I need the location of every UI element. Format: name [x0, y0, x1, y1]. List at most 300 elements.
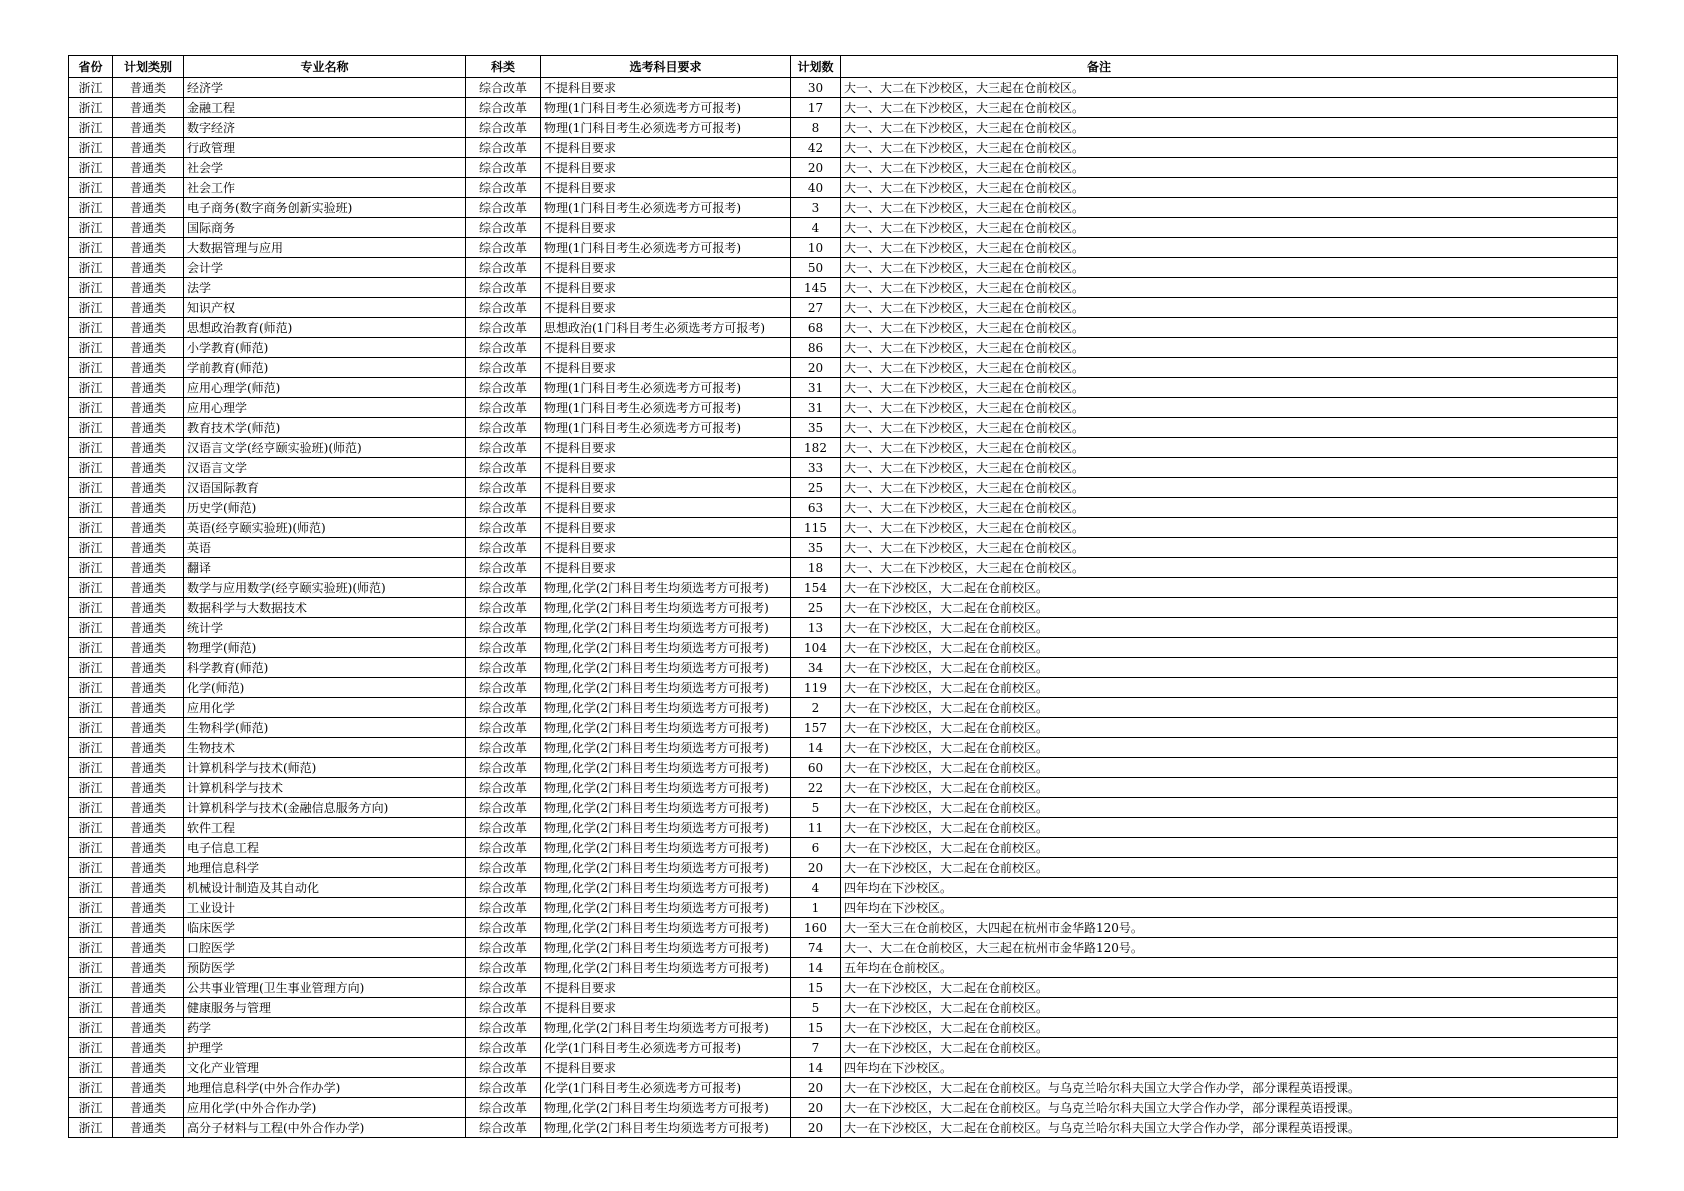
cell-remark: 四年均在下沙校区。	[841, 878, 1618, 898]
cell-major-name: 口腔医学	[184, 938, 466, 958]
cell-remark: 大一在下沙校区，大二起在仓前校区。	[841, 678, 1618, 698]
table-row	[69, 658, 1618, 678]
table-row	[69, 278, 1618, 298]
cell-province: 浙江	[69, 698, 113, 718]
cell-remark: 大一、大二在仓前校区，大三起在杭州市金华路120号。	[841, 938, 1618, 958]
cell-plan-count: 11	[791, 818, 841, 838]
cell-major-name: 金融工程	[184, 98, 466, 118]
cell-province: 浙江	[69, 458, 113, 478]
table-row	[69, 218, 1618, 238]
table-row	[69, 258, 1618, 278]
cell-major-name: 计算机科学与技术	[184, 778, 466, 798]
cell-plan-count: 5	[791, 798, 841, 818]
cell-subject-type: 综合改革	[466, 558, 541, 578]
column-header-subject-requirement: 选考科目要求	[541, 56, 791, 78]
cell-province: 浙江	[69, 338, 113, 358]
cell-province: 浙江	[69, 138, 113, 158]
cell-plan-category: 普通类	[113, 638, 184, 658]
cell-major-name: 预防医学	[184, 958, 466, 978]
cell-province: 浙江	[69, 318, 113, 338]
cell-remark: 大一、大二在下沙校区，大三起在仓前校区。	[841, 278, 1618, 298]
cell-plan-count: 68	[791, 318, 841, 338]
cell-plan-category: 普通类	[113, 278, 184, 298]
cell-subject-type: 综合改革	[466, 78, 541, 98]
cell-plan-category: 普通类	[113, 258, 184, 278]
cell-subject-requirement: 不提科目要求	[541, 1058, 791, 1078]
table-row	[69, 458, 1618, 478]
cell-remark: 大一、大二在下沙校区，大三起在仓前校区。	[841, 418, 1618, 438]
cell-plan-count: 20	[791, 1118, 841, 1138]
cell-plan-category: 普通类	[113, 158, 184, 178]
cell-subject-requirement: 物理,化学(2门科目考生均须选考方可报考)	[541, 898, 791, 918]
cell-subject-type: 综合改革	[466, 718, 541, 738]
cell-province: 浙江	[69, 258, 113, 278]
cell-province: 浙江	[69, 1038, 113, 1058]
cell-remark: 大一、大二在下沙校区，大三起在仓前校区。	[841, 438, 1618, 458]
cell-plan-count: 63	[791, 498, 841, 518]
cell-province: 浙江	[69, 218, 113, 238]
cell-major-name: 知识产权	[184, 298, 466, 318]
cell-plan-count: 1	[791, 898, 841, 918]
cell-province: 浙江	[69, 398, 113, 418]
cell-subject-type: 综合改革	[466, 938, 541, 958]
cell-subject-type: 综合改革	[466, 798, 541, 818]
table-row	[69, 1038, 1618, 1058]
cell-subject-type: 综合改革	[466, 838, 541, 858]
cell-province: 浙江	[69, 958, 113, 978]
cell-plan-category: 普通类	[113, 458, 184, 478]
cell-remark: 大一、大二在下沙校区，大三起在仓前校区。	[841, 398, 1618, 418]
cell-remark: 大一在下沙校区，大二起在仓前校区。	[841, 1018, 1618, 1038]
cell-plan-count: 35	[791, 418, 841, 438]
cell-province: 浙江	[69, 478, 113, 498]
cell-plan-count: 33	[791, 458, 841, 478]
cell-subject-type: 综合改革	[466, 978, 541, 998]
cell-subject-requirement: 物理,化学(2门科目考生均须选考方可报考)	[541, 598, 791, 618]
cell-major-name: 应用心理学(师范)	[184, 378, 466, 398]
cell-subject-type: 综合改革	[466, 758, 541, 778]
cell-subject-type: 综合改革	[466, 378, 541, 398]
cell-plan-category: 普通类	[113, 1118, 184, 1138]
cell-remark: 大一、大二在下沙校区，大三起在仓前校区。	[841, 358, 1618, 378]
cell-plan-count: 74	[791, 938, 841, 958]
table-row	[69, 678, 1618, 698]
cell-province: 浙江	[69, 898, 113, 918]
cell-subject-requirement: 物理,化学(2门科目考生均须选考方可报考)	[541, 658, 791, 678]
cell-province: 浙江	[69, 918, 113, 938]
cell-major-name: 计算机科学与技术(金融信息服务方向)	[184, 798, 466, 818]
cell-remark: 四年均在下沙校区。	[841, 898, 1618, 918]
cell-subject-requirement: 物理,化学(2门科目考生均须选考方可报考)	[541, 1018, 791, 1038]
table-row	[69, 338, 1618, 358]
cell-plan-count: 25	[791, 598, 841, 618]
cell-plan-count: 14	[791, 1058, 841, 1078]
cell-province: 浙江	[69, 178, 113, 198]
cell-plan-category: 普通类	[113, 138, 184, 158]
cell-remark: 大一在下沙校区，大二起在仓前校区。	[841, 738, 1618, 758]
table-row	[69, 438, 1618, 458]
cell-plan-count: 60	[791, 758, 841, 778]
cell-plan-count: 2	[791, 698, 841, 718]
cell-province: 浙江	[69, 1018, 113, 1038]
cell-subject-requirement: 物理,化学(2门科目考生均须选考方可报考)	[541, 698, 791, 718]
cell-province: 浙江	[69, 98, 113, 118]
cell-subject-requirement: 不提科目要求	[541, 478, 791, 498]
cell-plan-category: 普通类	[113, 1018, 184, 1038]
cell-plan-count: 42	[791, 138, 841, 158]
cell-plan-count: 15	[791, 978, 841, 998]
cell-province: 浙江	[69, 238, 113, 258]
cell-province: 浙江	[69, 738, 113, 758]
cell-subject-requirement: 不提科目要求	[541, 138, 791, 158]
cell-plan-count: 20	[791, 1078, 841, 1098]
cell-plan-category: 普通类	[113, 758, 184, 778]
cell-subject-type: 综合改革	[466, 738, 541, 758]
cell-major-name: 历史学(师范)	[184, 498, 466, 518]
cell-remark: 大一、大二在下沙校区，大三起在仓前校区。	[841, 558, 1618, 578]
cell-remark: 大一在下沙校区，大二起在仓前校区。与乌克兰哈尔科夫国立大学合作办学，部分课程英语授课。	[841, 1118, 1618, 1138]
cell-remark: 大一、大二在下沙校区，大三起在仓前校区。	[841, 298, 1618, 318]
cell-subject-requirement: 不提科目要求	[541, 518, 791, 538]
table-row	[69, 638, 1618, 658]
cell-remark: 大一在下沙校区，大二起在仓前校区。	[841, 998, 1618, 1018]
table-row	[69, 118, 1618, 138]
cell-province: 浙江	[69, 498, 113, 518]
cell-subject-requirement: 不提科目要求	[541, 178, 791, 198]
cell-remark: 大一在下沙校区，大二起在仓前校区。	[841, 578, 1618, 598]
cell-subject-requirement: 不提科目要求	[541, 338, 791, 358]
cell-province: 浙江	[69, 1058, 113, 1078]
cell-plan-count: 6	[791, 838, 841, 858]
cell-plan-category: 普通类	[113, 378, 184, 398]
cell-subject-type: 综合改革	[466, 118, 541, 138]
cell-subject-type: 综合改革	[466, 778, 541, 798]
cell-remark: 大一在下沙校区，大二起在仓前校区。与乌克兰哈尔科夫国立大学合作办学，部分课程英语授课。	[841, 1098, 1618, 1118]
cell-plan-category: 普通类	[113, 558, 184, 578]
cell-plan-category: 普通类	[113, 358, 184, 378]
table-row	[69, 478, 1618, 498]
cell-remark: 大一、大二在下沙校区，大三起在仓前校区。	[841, 478, 1618, 498]
cell-subject-requirement: 物理(1门科目考生必须选考方可报考)	[541, 98, 791, 118]
cell-subject-requirement: 物理(1门科目考生必须选考方可报考)	[541, 118, 791, 138]
cell-province: 浙江	[69, 358, 113, 378]
cell-plan-category: 普通类	[113, 218, 184, 238]
column-header-subject-type: 科类	[466, 56, 541, 78]
cell-subject-type: 综合改革	[466, 138, 541, 158]
cell-plan-category: 普通类	[113, 698, 184, 718]
cell-remark: 大一、大二在下沙校区，大三起在仓前校区。	[841, 118, 1618, 138]
cell-province: 浙江	[69, 538, 113, 558]
cell-plan-category: 普通类	[113, 878, 184, 898]
cell-remark: 大一、大二在下沙校区，大三起在仓前校区。	[841, 238, 1618, 258]
cell-subject-requirement: 不提科目要求	[541, 158, 791, 178]
cell-major-name: 学前教育(师范)	[184, 358, 466, 378]
cell-province: 浙江	[69, 718, 113, 738]
cell-plan-count: 5	[791, 998, 841, 1018]
cell-plan-category: 普通类	[113, 898, 184, 918]
cell-plan-count: 157	[791, 718, 841, 738]
cell-province: 浙江	[69, 578, 113, 598]
cell-province: 浙江	[69, 658, 113, 678]
table-row	[69, 898, 1618, 918]
cell-plan-count: 3	[791, 198, 841, 218]
cell-remark: 大一、大二在下沙校区，大三起在仓前校区。	[841, 378, 1618, 398]
cell-plan-count: 25	[791, 478, 841, 498]
cell-plan-category: 普通类	[113, 978, 184, 998]
cell-plan-category: 普通类	[113, 298, 184, 318]
cell-subject-type: 综合改革	[466, 958, 541, 978]
cell-remark: 大一在下沙校区，大二起在仓前校区。与乌克兰哈尔科夫国立大学合作办学，部分课程英语授课。	[841, 1078, 1618, 1098]
cell-subject-type: 综合改革	[466, 238, 541, 258]
cell-major-name: 科学教育(师范)	[184, 658, 466, 678]
cell-plan-count: 20	[791, 358, 841, 378]
cell-remark: 大一、大二在下沙校区，大三起在仓前校区。	[841, 178, 1618, 198]
cell-plan-category: 普通类	[113, 598, 184, 618]
cell-province: 浙江	[69, 78, 113, 98]
cell-subject-requirement: 不提科目要求	[541, 78, 791, 98]
table-row	[69, 538, 1618, 558]
cell-major-name: 社会学	[184, 158, 466, 178]
cell-plan-count: 4	[791, 878, 841, 898]
cell-province: 浙江	[69, 618, 113, 638]
cell-major-name: 社会工作	[184, 178, 466, 198]
cell-subject-type: 综合改革	[466, 638, 541, 658]
cell-province: 浙江	[69, 198, 113, 218]
cell-subject-requirement: 物理(1门科目考生必须选考方可报考)	[541, 398, 791, 418]
table-row	[69, 578, 1618, 598]
cell-remark: 大一、大二在下沙校区，大三起在仓前校区。	[841, 458, 1618, 478]
cell-major-name: 物理学(师范)	[184, 638, 466, 658]
cell-subject-type: 综合改革	[466, 1118, 541, 1138]
cell-plan-category: 普通类	[113, 478, 184, 498]
cell-remark: 大一在下沙校区，大二起在仓前校区。	[841, 638, 1618, 658]
cell-subject-requirement: 物理,化学(2门科目考生均须选考方可报考)	[541, 918, 791, 938]
cell-major-name: 汉语国际教育	[184, 478, 466, 498]
cell-plan-category: 普通类	[113, 938, 184, 958]
admission-plan-table	[68, 55, 1618, 1138]
cell-province: 浙江	[69, 818, 113, 838]
cell-subject-requirement: 物理,化学(2门科目考生均须选考方可报考)	[541, 778, 791, 798]
cell-major-name: 翻译	[184, 558, 466, 578]
cell-plan-category: 普通类	[113, 1038, 184, 1058]
cell-remark: 四年均在下沙校区。	[841, 1058, 1618, 1078]
cell-major-name: 生物技术	[184, 738, 466, 758]
cell-subject-type: 综合改革	[466, 598, 541, 618]
table-row	[69, 918, 1618, 938]
cell-subject-type: 综合改革	[466, 858, 541, 878]
cell-plan-count: 15	[791, 1018, 841, 1038]
table-row	[69, 998, 1618, 1018]
table-row	[69, 798, 1618, 818]
cell-plan-category: 普通类	[113, 918, 184, 938]
table-row	[69, 178, 1618, 198]
cell-province: 浙江	[69, 678, 113, 698]
cell-province: 浙江	[69, 998, 113, 1018]
cell-plan-count: 14	[791, 738, 841, 758]
cell-plan-count: 34	[791, 658, 841, 678]
cell-major-name: 英语	[184, 538, 466, 558]
cell-subject-requirement: 物理(1门科目考生必须选考方可报考)	[541, 378, 791, 398]
table-row	[69, 418, 1618, 438]
cell-subject-requirement: 不提科目要求	[541, 358, 791, 378]
cell-subject-requirement: 物理,化学(2门科目考生均须选考方可报考)	[541, 758, 791, 778]
cell-subject-type: 综合改革	[466, 1018, 541, 1038]
cell-subject-type: 综合改革	[466, 678, 541, 698]
table-row	[69, 858, 1618, 878]
cell-plan-count: 182	[791, 438, 841, 458]
table-row	[69, 818, 1618, 838]
cell-subject-requirement: 物理(1门科目考生必须选考方可报考)	[541, 418, 791, 438]
header-row	[69, 56, 1618, 78]
table-row	[69, 878, 1618, 898]
cell-major-name: 药学	[184, 1018, 466, 1038]
cell-plan-category: 普通类	[113, 998, 184, 1018]
cell-major-name: 高分子材料与工程(中外合作办学)	[184, 1118, 466, 1138]
cell-major-name: 生物科学(师范)	[184, 718, 466, 738]
cell-plan-count: 40	[791, 178, 841, 198]
cell-plan-count: 160	[791, 918, 841, 938]
column-header-major-name: 专业名称	[184, 56, 466, 78]
cell-subject-requirement: 物理,化学(2门科目考生均须选考方可报考)	[541, 718, 791, 738]
cell-subject-type: 综合改革	[466, 1078, 541, 1098]
cell-remark: 大一、大二在下沙校区，大三起在仓前校区。	[841, 218, 1618, 238]
cell-plan-category: 普通类	[113, 1058, 184, 1078]
cell-subject-requirement: 不提科目要求	[541, 458, 791, 478]
table-row	[69, 318, 1618, 338]
cell-province: 浙江	[69, 978, 113, 998]
cell-plan-category: 普通类	[113, 498, 184, 518]
cell-plan-count: 10	[791, 238, 841, 258]
column-header-remark: 备注	[841, 56, 1618, 78]
table-row	[69, 378, 1618, 398]
cell-major-name: 临床医学	[184, 918, 466, 938]
cell-subject-requirement: 不提科目要求	[541, 298, 791, 318]
cell-province: 浙江	[69, 298, 113, 318]
cell-plan-count: 115	[791, 518, 841, 538]
cell-major-name: 教育技术学(师范)	[184, 418, 466, 438]
cell-plan-count: 154	[791, 578, 841, 598]
cell-remark: 大一、大二在下沙校区，大三起在仓前校区。	[841, 338, 1618, 358]
cell-major-name: 汉语言文学	[184, 458, 466, 478]
cell-major-name: 文化产业管理	[184, 1058, 466, 1078]
cell-subject-requirement: 物理,化学(2门科目考生均须选考方可报考)	[541, 1098, 791, 1118]
cell-remark: 大一在下沙校区，大二起在仓前校区。	[841, 838, 1618, 858]
cell-major-name: 统计学	[184, 618, 466, 638]
table-row	[69, 358, 1618, 378]
cell-subject-type: 综合改革	[466, 218, 541, 238]
table-row	[69, 138, 1618, 158]
cell-plan-category: 普通类	[113, 718, 184, 738]
cell-province: 浙江	[69, 438, 113, 458]
cell-plan-category: 普通类	[113, 238, 184, 258]
cell-plan-count: 27	[791, 298, 841, 318]
cell-remark: 大一在下沙校区，大二起在仓前校区。	[841, 658, 1618, 678]
cell-major-name: 数据科学与大数据技术	[184, 598, 466, 618]
cell-subject-requirement: 不提科目要求	[541, 978, 791, 998]
cell-remark: 大一在下沙校区，大二起在仓前校区。	[841, 718, 1618, 738]
cell-subject-type: 综合改革	[466, 398, 541, 418]
cell-major-name: 公共事业管理(卫生事业管理方向)	[184, 978, 466, 998]
cell-plan-count: 30	[791, 78, 841, 98]
table-row	[69, 558, 1618, 578]
cell-major-name: 大数据管理与应用	[184, 238, 466, 258]
cell-plan-count: 20	[791, 1098, 841, 1118]
table-row	[69, 198, 1618, 218]
cell-subject-type: 综合改革	[466, 418, 541, 438]
cell-plan-count: 18	[791, 558, 841, 578]
table-body	[69, 78, 1618, 1138]
cell-province: 浙江	[69, 778, 113, 798]
cell-province: 浙江	[69, 518, 113, 538]
cell-remark: 大一、大二在下沙校区，大三起在仓前校区。	[841, 498, 1618, 518]
table-row	[69, 1098, 1618, 1118]
cell-plan-category: 普通类	[113, 198, 184, 218]
cell-remark: 大一在下沙校区，大二起在仓前校区。	[841, 698, 1618, 718]
cell-major-name: 数学与应用数学(经亨颐实验班)(师范)	[184, 578, 466, 598]
cell-subject-type: 综合改革	[466, 478, 541, 498]
cell-subject-type: 综合改革	[466, 438, 541, 458]
cell-subject-type: 综合改革	[466, 1058, 541, 1078]
cell-plan-count: 119	[791, 678, 841, 698]
cell-plan-count: 35	[791, 538, 841, 558]
cell-plan-count: 8	[791, 118, 841, 138]
cell-plan-category: 普通类	[113, 1098, 184, 1118]
cell-plan-count: 20	[791, 158, 841, 178]
cell-subject-requirement: 不提科目要求	[541, 538, 791, 558]
table-row	[69, 298, 1618, 318]
cell-plan-count: 4	[791, 218, 841, 238]
cell-major-name: 健康服务与管理	[184, 998, 466, 1018]
cell-subject-requirement: 物理,化学(2门科目考生均须选考方可报考)	[541, 578, 791, 598]
table-row	[69, 498, 1618, 518]
cell-subject-type: 综合改革	[466, 278, 541, 298]
cell-plan-category: 普通类	[113, 858, 184, 878]
cell-plan-category: 普通类	[113, 398, 184, 418]
cell-province: 浙江	[69, 878, 113, 898]
column-header-province: 省份	[69, 56, 113, 78]
cell-subject-requirement: 不提科目要求	[541, 438, 791, 458]
cell-subject-type: 综合改革	[466, 898, 541, 918]
cell-remark: 大一在下沙校区，大二起在仓前校区。	[841, 798, 1618, 818]
cell-major-name: 英语(经亨颐实验班)(师范)	[184, 518, 466, 538]
cell-major-name: 思想政治教育(师范)	[184, 318, 466, 338]
cell-remark: 大一、大二在下沙校区，大三起在仓前校区。	[841, 318, 1618, 338]
cell-province: 浙江	[69, 158, 113, 178]
cell-subject-type: 综合改革	[466, 318, 541, 338]
cell-plan-count: 14	[791, 958, 841, 978]
cell-plan-category: 普通类	[113, 658, 184, 678]
table-row	[69, 698, 1618, 718]
table-row	[69, 618, 1618, 638]
cell-subject-type: 综合改革	[466, 518, 541, 538]
cell-plan-category: 普通类	[113, 618, 184, 638]
cell-major-name: 应用心理学	[184, 398, 466, 418]
cell-plan-category: 普通类	[113, 778, 184, 798]
cell-province: 浙江	[69, 1098, 113, 1118]
table-row	[69, 598, 1618, 618]
cell-subject-requirement: 不提科目要求	[541, 278, 791, 298]
cell-plan-category: 普通类	[113, 518, 184, 538]
cell-subject-requirement: 物理(1门科目考生必须选考方可报考)	[541, 238, 791, 258]
cell-province: 浙江	[69, 858, 113, 878]
cell-subject-type: 综合改革	[466, 178, 541, 198]
cell-subject-type: 综合改革	[466, 298, 541, 318]
cell-subject-requirement: 物理,化学(2门科目考生均须选考方可报考)	[541, 958, 791, 978]
cell-subject-requirement: 物理,化学(2门科目考生均须选考方可报考)	[541, 798, 791, 818]
table-row	[69, 1118, 1618, 1138]
cell-province: 浙江	[69, 558, 113, 578]
cell-subject-requirement: 不提科目要求	[541, 258, 791, 278]
